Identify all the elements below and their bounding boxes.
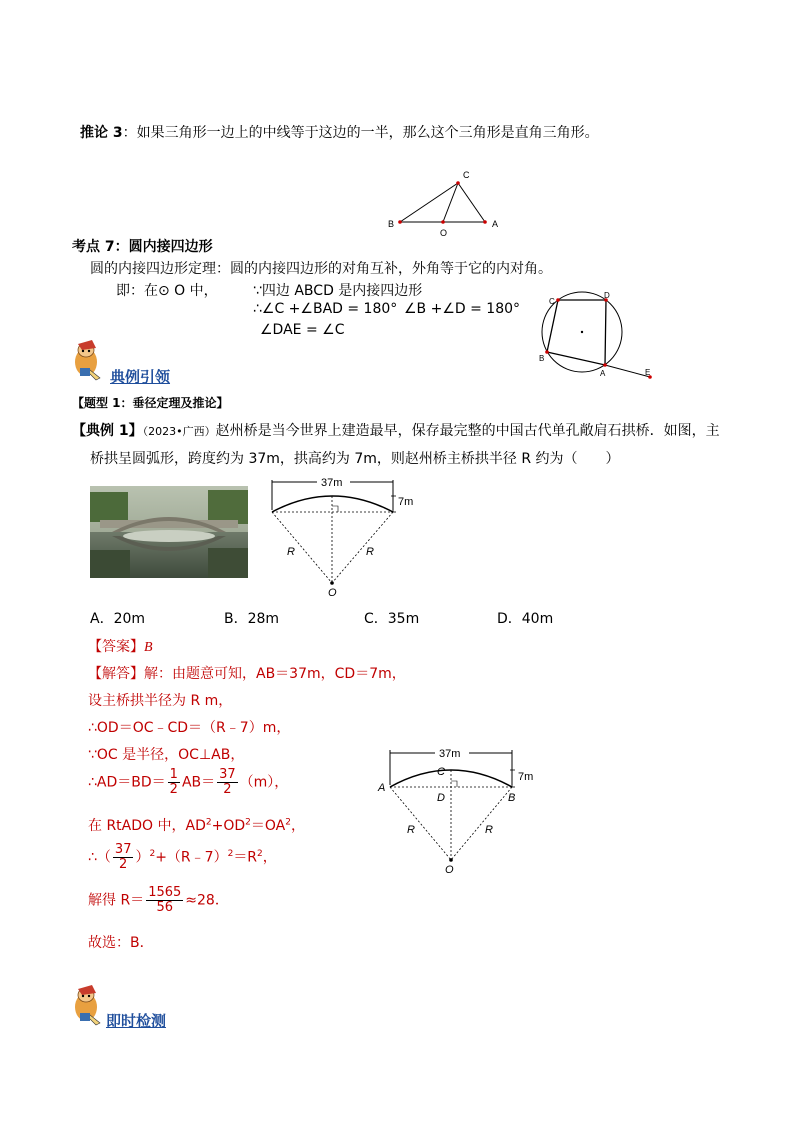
point-d: D: [437, 792, 445, 804]
example-line2: 桥拱呈圆弧形，跨度约为 37m，拱高约为 7m，则赵州桥主桥拱半径 R 约为（ ）: [90, 451, 620, 467]
cyclic-quadrilateral-figure: [535, 290, 665, 385]
topic-1: 【题型 1：垂径定理及推论】: [72, 396, 229, 410]
solution-line6: 在 RtADO 中，$AD^2+OD^2=OA^2$，: [88, 817, 305, 834]
kaodian7-therefore1b: ∠B +∠D = 180°: [404, 301, 521, 317]
option-c[interactable]: C．35m: [364, 611, 420, 627]
option-b[interactable]: B．28m: [224, 611, 280, 627]
kaodian7-therefore2: ∠DAE = ∠C: [260, 322, 345, 338]
option-d[interactable]: D．40m: [497, 611, 554, 627]
answer: 【答案】B: [88, 639, 153, 655]
kaodian7-theorem: 圆的内接四边形定理：圆的内接四边形的对角互补，外角等于它的内对角。: [90, 261, 552, 277]
corollary-3: 推论 3：如果三角形一边上的中线等于这边的一半，那么这个三角形是直角三角形。: [80, 125, 599, 141]
span-label: 37m: [439, 748, 461, 760]
pencil-mascot-icon: [72, 338, 102, 382]
radius-left: R: [287, 546, 295, 558]
height-label: 7m: [398, 496, 414, 508]
solution-line7: ∴（ $\frac{37}{2}$ ）$^2+(R﹣7)^2=R^2$，: [88, 842, 277, 872]
label-e: E: [645, 368, 651, 377]
label-b: B: [539, 354, 545, 363]
pencil-mascot-icon: [72, 983, 102, 1027]
solution-line5: ∴AD＝BD＝ $\frac{1}{2}$ AB＝ $\frac{37}{2}$ （m），: [88, 767, 289, 797]
solution-line9: 故选：B．: [88, 935, 154, 951]
point-a: A: [378, 782, 386, 794]
solution-line2: 设主桥拱半径为 R m，: [88, 693, 233, 709]
triangle-figure: [380, 165, 510, 240]
section-jishi-jiance: 即时检测: [106, 1012, 167, 1030]
center-o: O: [445, 864, 454, 876]
point-c: C: [437, 766, 445, 778]
bridge-arc-labeled-figure: [375, 745, 550, 880]
bridge-arc-figure: [265, 475, 430, 600]
label-c: C: [463, 170, 470, 180]
solution-line1: 【解答】解：由题意可知，AB＝37m，CD＝7m，: [88, 666, 406, 682]
kaodian7-therefore1: ∴∠C +∠BAD = 180°: [253, 301, 398, 317]
section-dianli-yinling: 典例引领: [110, 368, 171, 386]
option-a[interactable]: A．20m: [90, 611, 146, 627]
label-d: D: [604, 291, 610, 300]
solution-line4: ∵OC 是半径，OC⊥AB，: [88, 747, 245, 763]
center-o: O: [328, 587, 337, 599]
zhaozhou-bridge-photo: [90, 486, 248, 578]
label-a: A: [600, 369, 606, 378]
radius-right: R: [485, 824, 493, 836]
label-c: C: [549, 297, 555, 306]
kaodian7-because: ∵四边 ABCD 是内接四边形: [253, 283, 423, 299]
height-label: 7m: [518, 771, 534, 783]
label-o: O: [440, 228, 448, 238]
solution-line3: ∴OD＝OC﹣CD＝（R﹣7）m，: [88, 720, 291, 736]
point-b: B: [508, 792, 516, 804]
label-b: B: [388, 219, 395, 229]
kaodian7-title: 考点 7：圆内接四边形: [72, 239, 213, 255]
span-label: 37m: [321, 477, 343, 489]
radius-right: R: [366, 546, 374, 558]
kaodian7-jiji: 即：在⊙ O 中，: [116, 283, 218, 299]
radius-left: R: [407, 824, 415, 836]
solution-line8: 解得 R＝ $\frac{1565}{56}$ ≈28．: [88, 885, 229, 915]
label-a: A: [492, 219, 499, 229]
example-line1: 【典例 1】（2023•广西）赵州桥是当今世界上建造最早，保存最完整的中国古代单孔敞肩石拱桥．如图，主: [72, 423, 720, 439]
